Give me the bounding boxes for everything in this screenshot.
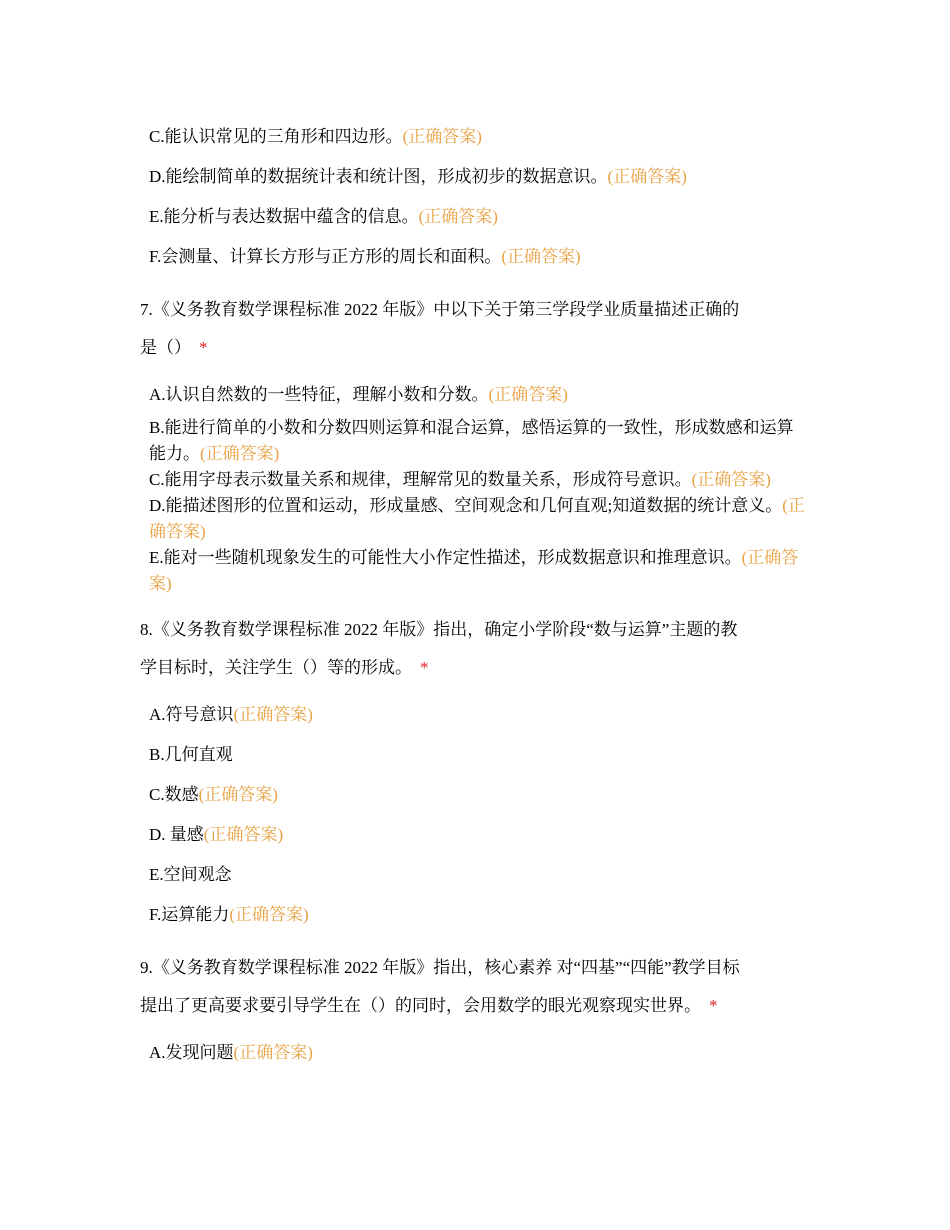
q8-question-line1: 8.《义务教育数学课程标准 2022 年版》指出，确定小学阶段“数与运算”主题的教: [140, 620, 738, 639]
q6-option-f[interactable]: F.会测量、计算长方形与正方形的周长和面积。(正确答案): [149, 247, 581, 266]
q8-options: [140, 695, 805, 935]
correct-answer-tag: (正确答案): [607, 167, 687, 186]
q6-option-c[interactable]: C.能认识常见的三角形和四边形。(正确答案): [149, 127, 482, 146]
q8-option-b[interactable]: B.几何直观: [149, 745, 233, 764]
correct-answer-tag: (正确答案): [229, 905, 309, 924]
q9-question: [140, 949, 805, 1025]
q6-option-e[interactable]: E.能分析与表达数据中蕴含的信息。(正确答案): [149, 207, 498, 226]
correct-answer-tag: (正确答案): [418, 207, 498, 226]
q8-option-f[interactable]: F.运算能力(正确答案): [149, 905, 309, 924]
required-mark: *: [709, 996, 718, 1015]
q7-option-e[interactable]: E.能对一些随机现象发生的可能性大小作定性描述，形成数据意识和推理意识。(正确答案): [149, 548, 799, 593]
q7-question-line1: 7.《义务教育数学课程标准 2022 年版》中以下关于第三学段学业质量描述正确的: [140, 300, 740, 319]
q9-option-a[interactable]: A.发现问题(正确答案): [149, 1043, 313, 1062]
q7-option-d[interactable]: D.能描述图形的位置和运动，形成量感、空间观念和几何直观;知道数据的统计意义。(正确答案): [149, 496, 805, 541]
correct-answer-tag: (正确答案): [501, 247, 581, 266]
q7-option-a[interactable]: A.认识自然数的一些特征，理解小数和分数。(正确答案): [149, 385, 568, 404]
document-page: [140, 117, 805, 1073]
required-mark: *: [199, 338, 208, 357]
q7-option-c[interactable]: C.能用字母表示数量关系和规律，理解常见的数量关系，形成符号意识。(正确答案): [149, 470, 771, 489]
q9-question-line1: 9.《义务教育数学课程标准 2022 年版》指出，核心素养 对“四基”“四能”教学目标: [140, 958, 740, 977]
correct-answer-tag: (正确答案): [200, 444, 280, 463]
q8-question: [140, 611, 805, 687]
q8-question-line2: 学目标时，关注学生（）等的形成。: [140, 658, 412, 677]
q8-option-e[interactable]: E.空间观念: [149, 865, 232, 884]
q6-options: [140, 117, 805, 277]
q7-question: [140, 291, 805, 367]
correct-answer-tag: (正确答案): [198, 785, 278, 804]
q7-question-line2: 是（）: [140, 338, 191, 357]
correct-answer-tag: (正确答案): [402, 127, 482, 146]
q9-question-line2: 提出了更高要求要引导学生在（）的同时，会用数学的眼光观察现实世界。: [140, 996, 701, 1015]
correct-answer-tag: (正确答案): [203, 825, 284, 844]
q6-option-d[interactable]: D.能绘制简单的数据统计表和统计图，形成初步的数据意识。(正确答案): [149, 167, 687, 186]
required-mark: *: [420, 658, 429, 677]
q8-option-a[interactable]: A.符号意识(正确答案): [149, 705, 313, 724]
q8-option-d[interactable]: D. 量感(正确答案): [149, 825, 284, 844]
q8-option-c[interactable]: C.数感(正确答案): [149, 785, 278, 804]
correct-answer-tag: (正确答案): [149, 548, 799, 593]
correct-answer-tag: (正确答案): [488, 385, 568, 404]
correct-answer-tag: (正确答案): [691, 470, 771, 489]
q7-option-b[interactable]: B.能进行简单的小数和分数四则运算和混合运算，感悟运算的一致性，形成数感和运算能力。(正确答案): [149, 418, 794, 463]
q7-options: [140, 375, 805, 597]
correct-answer-tag: (正确答案): [233, 1043, 313, 1062]
correct-answer-tag: (正确答案): [233, 705, 313, 724]
q9-options: [140, 1033, 805, 1073]
correct-answer-tag: (正确答案): [149, 496, 805, 541]
